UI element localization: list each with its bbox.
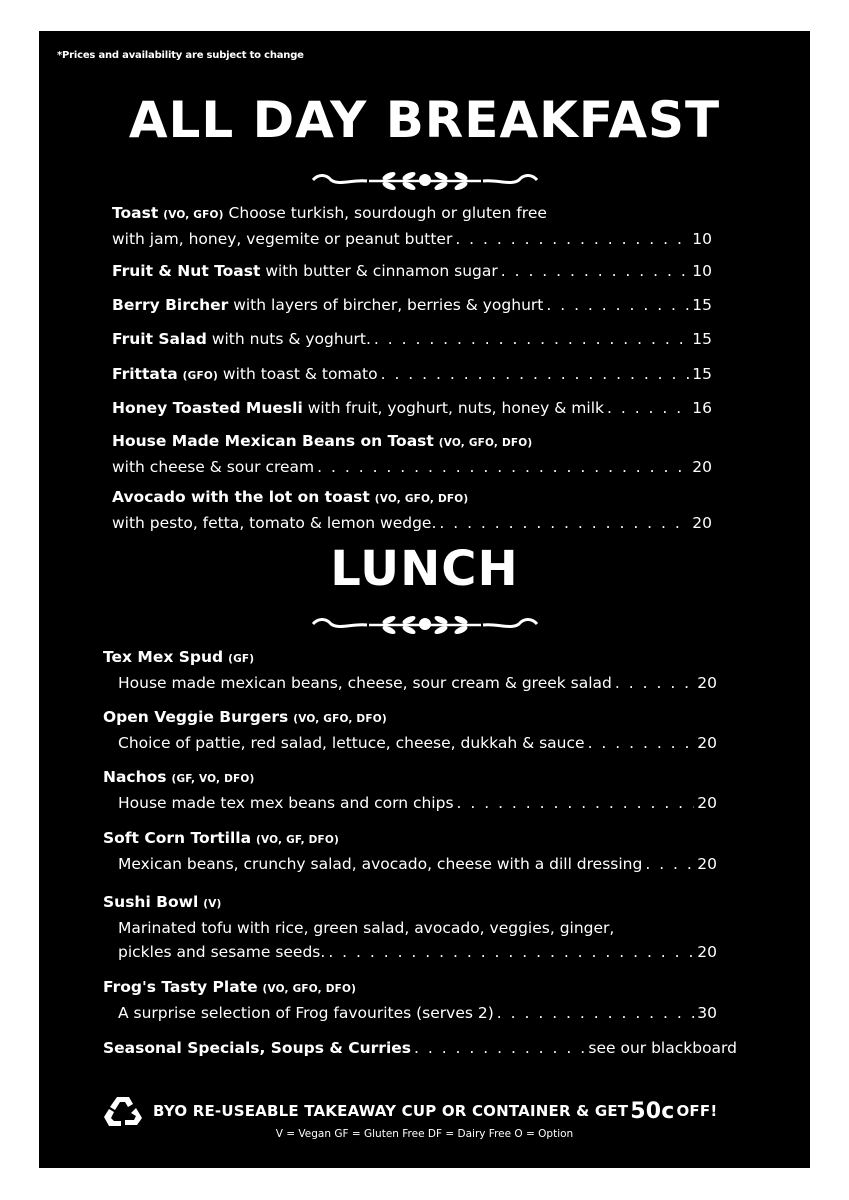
recycle-icon xyxy=(103,1094,143,1128)
item-price: 10 xyxy=(692,230,712,248)
item-name: Fruit & Nut Toast xyxy=(112,262,261,280)
dot-leader xyxy=(414,1036,585,1060)
item-name: Toast xyxy=(112,204,159,222)
ornament-divider-icon xyxy=(309,613,541,635)
item-dietary-tags: (VO, GFO, DFO) xyxy=(293,713,387,725)
item-price: 20 xyxy=(697,855,717,873)
disclaimer: *Prices and availability are subject to change xyxy=(57,50,304,61)
item-dietary-tags: (GF) xyxy=(228,653,255,665)
item-description: A surprise selection of Frog favourites (serves 2) xyxy=(118,1004,494,1022)
item-name: Sushi Bowl xyxy=(103,893,199,911)
item-name: Frittata xyxy=(112,365,178,383)
item-price: 16 xyxy=(692,399,712,417)
item-dietary-tags: (VO, GFO, DFO) xyxy=(438,437,533,449)
dot-leader xyxy=(317,455,689,479)
item-description: with fruit, yoghurt, nuts, honey & milk xyxy=(307,399,604,417)
item-price: 20 xyxy=(692,458,712,476)
menu-board xyxy=(39,31,810,1168)
item-dietary-tags: (VO, GFO, DFO) xyxy=(374,493,469,505)
item-price: 10 xyxy=(692,262,712,280)
dot-leader xyxy=(607,396,689,420)
item-dietary-tags: (VO, GF, DFO) xyxy=(256,834,340,846)
item-description: Marinated tofu with rice, green salad, avocado, veggies, ginger, xyxy=(118,919,615,937)
item-dietary-tags: (GFO) xyxy=(182,370,218,382)
item-description: with toast & tomato xyxy=(222,365,378,383)
menu-item-toast xyxy=(112,201,712,251)
item-dietary-tags: (V) xyxy=(203,898,222,910)
item-price: 15 xyxy=(692,296,712,314)
item-description: House made mexican beans, cheese, sour cream & greek salad xyxy=(118,674,612,692)
menu-item-sushi-bowl xyxy=(103,890,717,964)
item-description: with butter & cinnamon sugar xyxy=(265,262,498,280)
item-price: 15 xyxy=(692,365,712,383)
byo-promo xyxy=(103,1094,763,1128)
item-price: 20 xyxy=(697,674,717,692)
item-description: Mexican beans, crunchy salad, avocado, cheese with a dill dressing xyxy=(118,855,643,873)
menu-item-avocado xyxy=(112,485,712,535)
ornament-divider-icon xyxy=(309,169,541,191)
dot-leader xyxy=(501,259,690,283)
item-dietary-tags: (VO, GFO) xyxy=(163,209,224,221)
item-name: Seasonal Specials, Soups & Curries xyxy=(103,1039,411,1057)
item-description-cont: pickles and sesame seeds. xyxy=(118,943,326,961)
item-price: 20 xyxy=(697,734,717,752)
menu-item-soft-corn-tortilla xyxy=(103,826,717,876)
item-price: see our blackboard xyxy=(588,1039,737,1057)
item-description: with layers of bircher, berries & yoghurt xyxy=(233,296,544,314)
breakfast-heading: ALL DAY BREAKFAST xyxy=(128,91,721,149)
byo-text: BYO RE-USEABLE TAKEAWAY CUP OR CONTAINER & GET xyxy=(153,1102,629,1120)
menu-item-frittata xyxy=(112,362,712,388)
dot-leader xyxy=(381,362,690,386)
item-name: Nachos xyxy=(103,768,167,786)
item-name: Soft Corn Tortilla xyxy=(103,829,252,847)
item-description: Choose turkish, sourdough or gluten free xyxy=(228,204,547,222)
byo-text-end: OFF! xyxy=(676,1102,718,1120)
item-name: Fruit Salad xyxy=(112,330,207,348)
item-price: 30 xyxy=(697,1004,717,1022)
dot-leader xyxy=(457,791,695,815)
dot-leader xyxy=(546,293,689,317)
item-price: 20 xyxy=(692,514,712,532)
item-name: Open Veggie Burgers xyxy=(103,708,289,726)
dot-leader xyxy=(645,852,694,876)
dot-leader xyxy=(455,227,689,251)
menu-item-nachos xyxy=(103,765,717,815)
dot-leader xyxy=(615,671,694,695)
item-description: with cheese & sour cream xyxy=(112,458,315,476)
menu-item-fruit-salad xyxy=(112,327,712,351)
dietary-legend: V = Vegan GF = Gluten Free DF = Dairy Free O = Option xyxy=(275,1128,574,1140)
menu-item-seasonal-specials xyxy=(103,1036,737,1060)
item-name: Tex Mex Spud xyxy=(103,648,224,666)
menu-item-frogs-tasty-plate xyxy=(103,975,717,1025)
menu-item-berry-bircher xyxy=(112,293,712,317)
item-name: Frog's Tasty Plate xyxy=(103,978,258,996)
item-name: House Made Mexican Beans on Toast xyxy=(112,432,434,450)
dot-leader xyxy=(497,1001,694,1025)
dot-leader xyxy=(588,731,695,755)
menu-item-mexican-beans xyxy=(112,429,712,479)
menu-item-fruit-nut-toast xyxy=(112,259,712,283)
item-price: 20 xyxy=(697,794,717,812)
item-name: Honey Toasted Muesli xyxy=(112,399,303,417)
item-dietary-tags: (GF, VO, DFO) xyxy=(171,773,255,785)
item-name: Avocado with the lot on toast xyxy=(112,488,370,506)
item-description-cont: with jam, honey, vegemite or peanut butter xyxy=(112,230,453,248)
dot-leader xyxy=(328,940,694,964)
item-name: Berry Bircher xyxy=(112,296,229,314)
lunch-heading: LUNCH xyxy=(330,541,519,597)
menu-item-veggie-burgers xyxy=(103,705,717,755)
item-description: House made tex mex beans and corn chips xyxy=(118,794,454,812)
item-description: with nuts & yoghurt. xyxy=(211,330,371,348)
dot-leader xyxy=(374,327,689,351)
item-price: 15 xyxy=(692,330,712,348)
item-description: Choice of pattie, red salad, lettuce, cheese, dukkah & sauce xyxy=(118,734,585,752)
byo-discount: 50c xyxy=(630,1098,675,1124)
dot-leader xyxy=(439,511,689,535)
item-price: 20 xyxy=(697,943,717,961)
menu-item-honey-muesli xyxy=(112,396,712,420)
item-dietary-tags: (VO, GFO, DFO) xyxy=(262,983,357,995)
menu-item-tex-mex-spud xyxy=(103,645,717,695)
item-description: with pesto, fetta, tomato & lemon wedge. xyxy=(112,514,437,532)
